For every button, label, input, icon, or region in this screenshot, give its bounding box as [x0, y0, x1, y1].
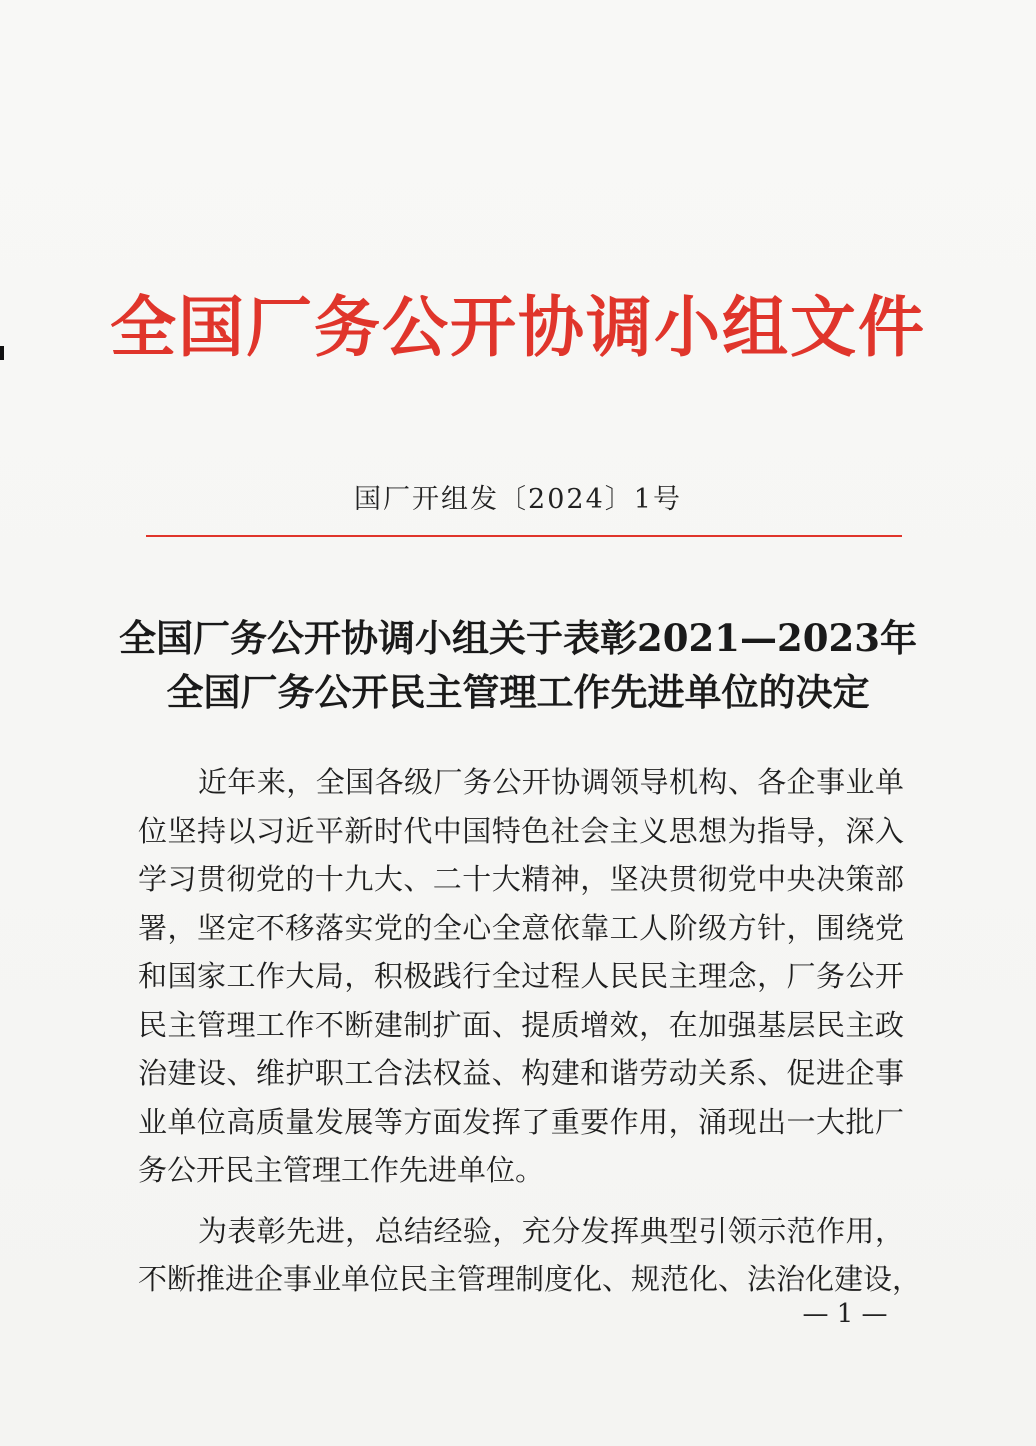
body-line: 治建设、维护职工合法权益、构建和谐劳动关系、促进企事 — [138, 1056, 904, 1090]
paragraph-gap — [138, 1195, 904, 1207]
body-line: 和国家工作大局，积极践行全过程人民民主理念，厂务公开 — [138, 959, 904, 993]
body-line: 不断推进企事业单位民主管理制度化、规范化、法治化建设， — [138, 1262, 922, 1296]
body-line: 位坚持以习近平新时代中国特色社会主义思想为指导，深入 — [138, 813, 904, 848]
document-number: 国厂开组发〔2024〕1号 — [354, 484, 682, 515]
body-line: 业单位高质量发展等方面发挥了重要作用，涌现出一大批厂 — [138, 1104, 904, 1139]
document-title-line: 全国厂务公开民主管理工作先进单位的决定 — [166, 670, 870, 714]
document-body — [138, 758, 922, 1304]
body-line: 民主管理工作不断建制扩面、提质增效，在加强基层民主政 — [138, 1007, 904, 1042]
body-line: 为表彰先进，总结经验，充分发挥典型引领示范作用， — [198, 1213, 904, 1248]
document-title-line: 全国厂务公开协调小组关于表彰2021—2023年 — [119, 616, 917, 660]
document-title — [0, 611, 1036, 719]
paragraph-2 — [138, 1207, 922, 1304]
issuing-authority-header: 全国厂务公开协调小组文件 — [110, 288, 926, 366]
body-line: 署，坚定不移落实党的全心全意依靠工人阶级方针，围绕党 — [138, 910, 904, 945]
body-line: 近年来，全国各级厂务公开协调领导机构、各企事业单 — [198, 765, 904, 799]
paragraph-1 — [138, 758, 904, 1195]
body-line: 学习贯彻党的十九大、二十大精神，坚决贯彻党中央决策部 — [138, 862, 904, 896]
body-line: 务公开民主管理工作先进单位。 — [138, 1153, 545, 1187]
red-separator-line — [146, 535, 902, 537]
page-number: — 1 — — [802, 1299, 888, 1329]
